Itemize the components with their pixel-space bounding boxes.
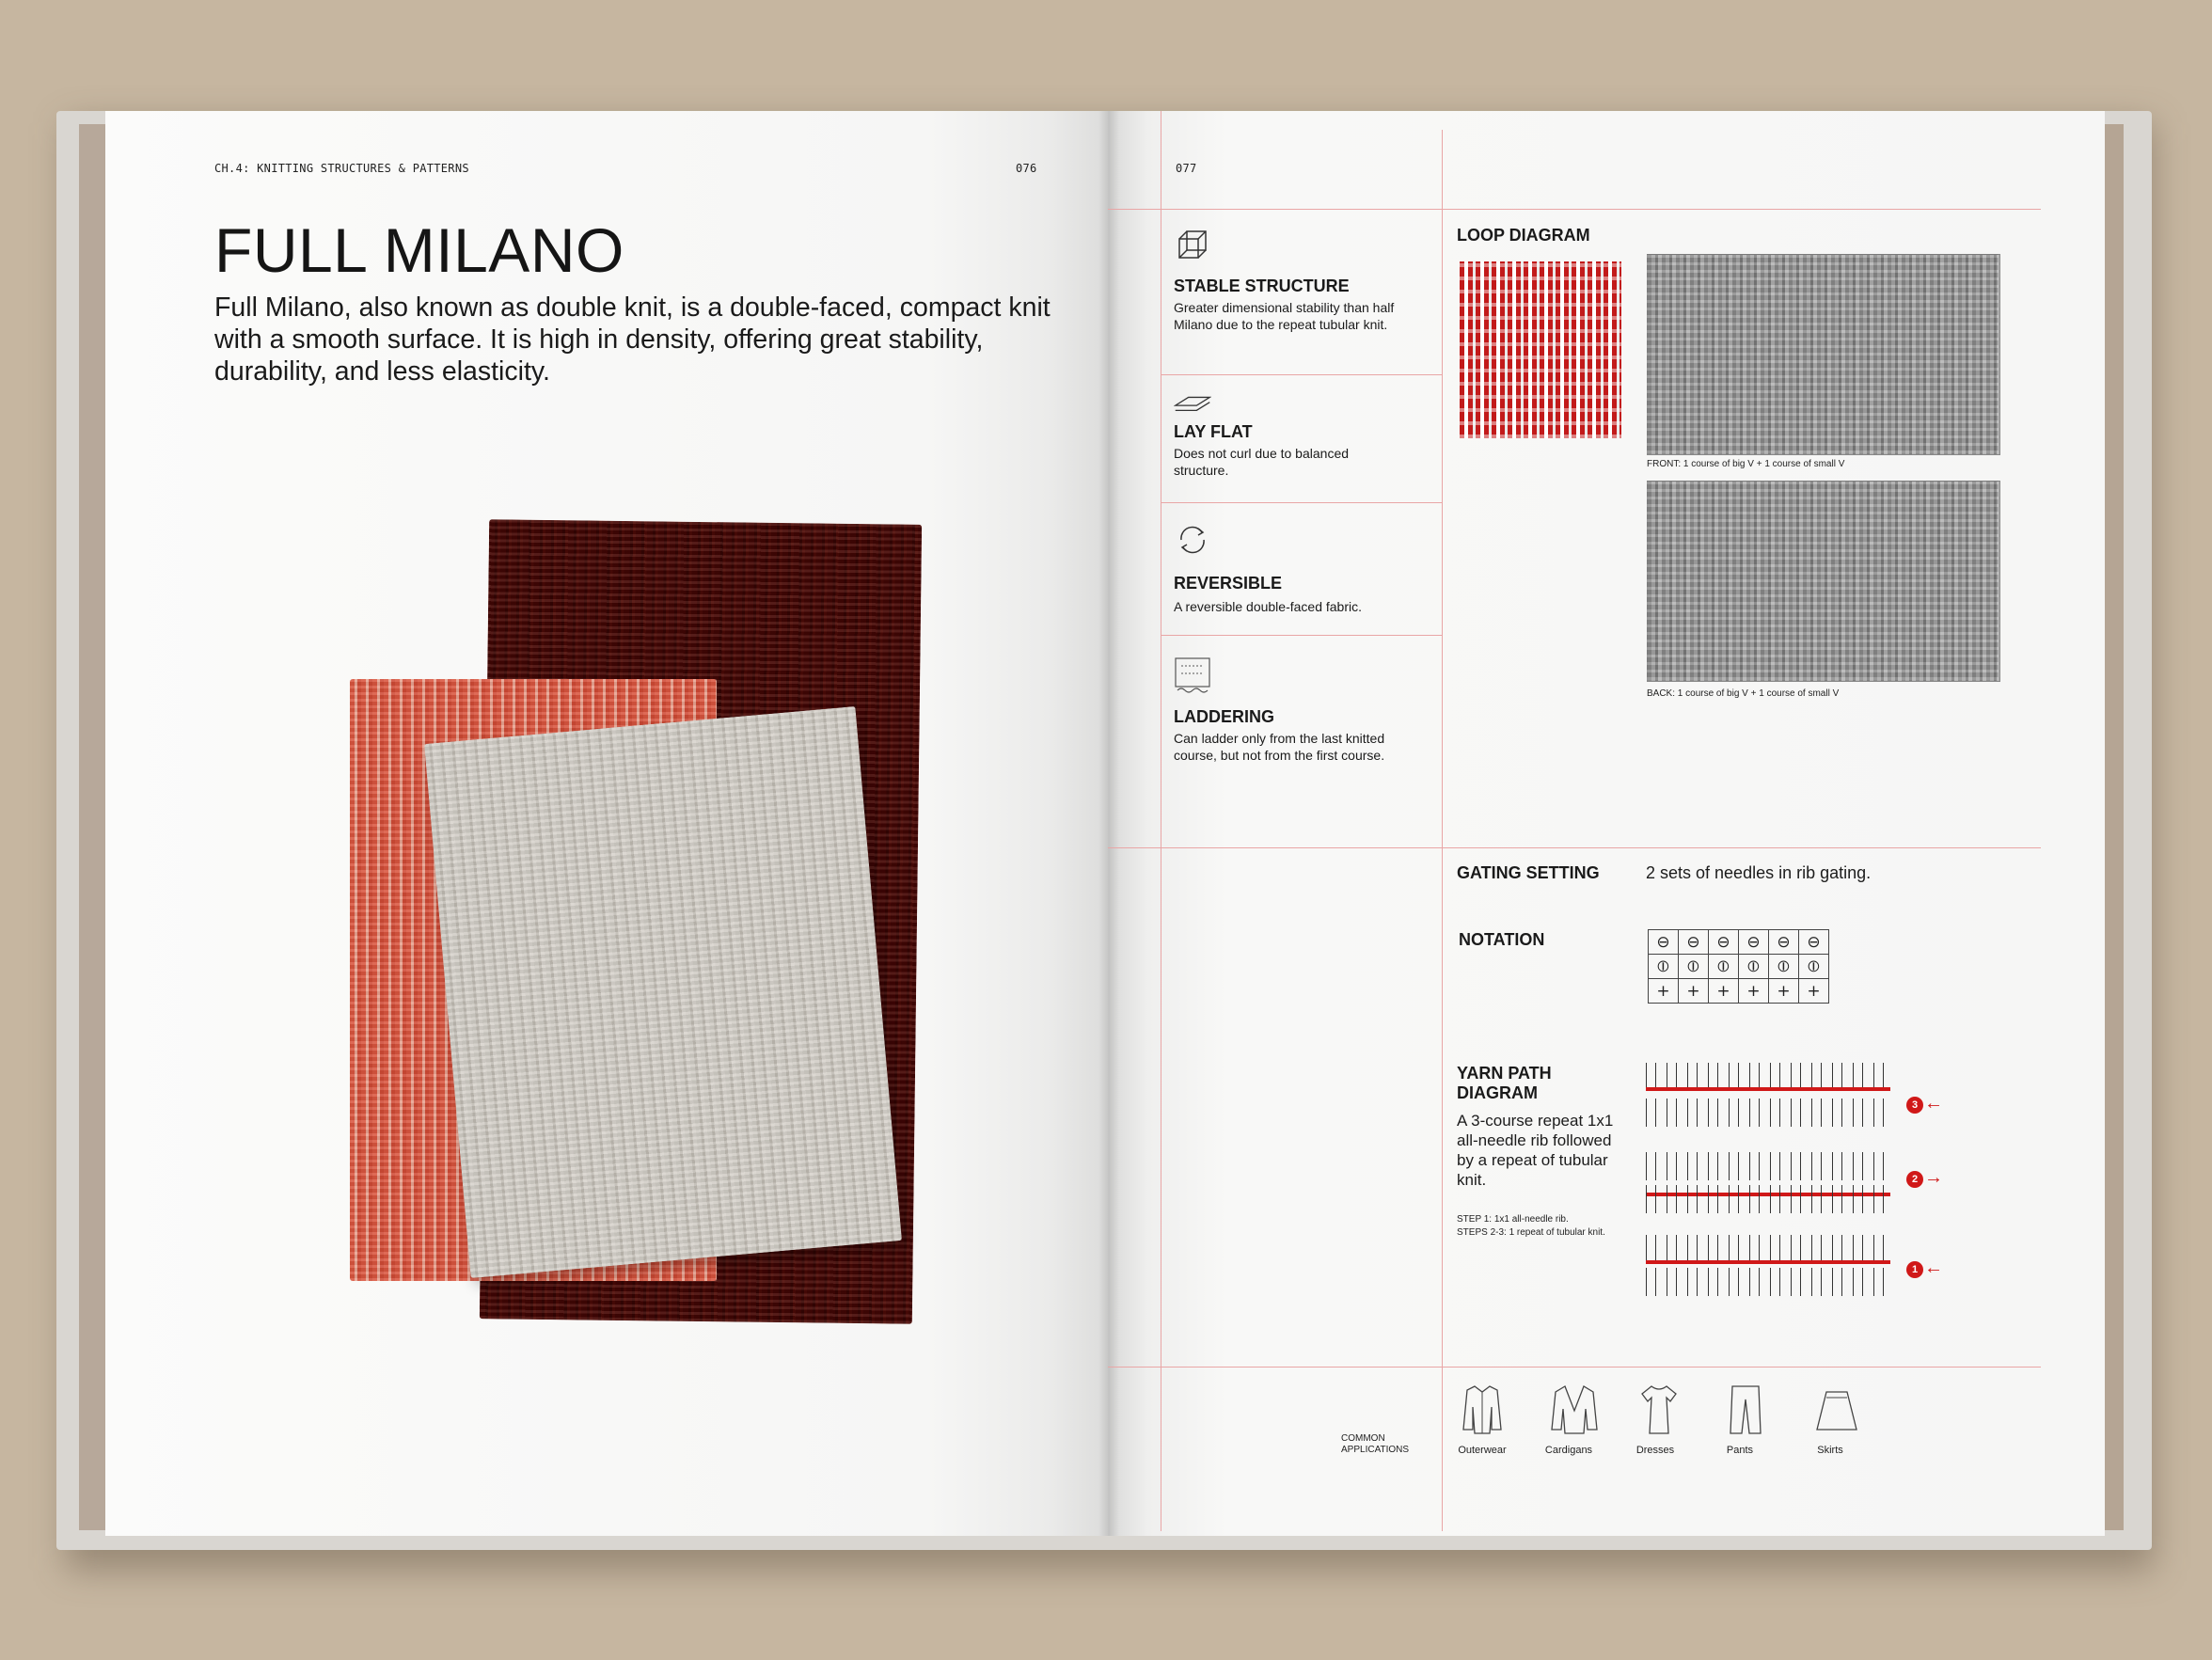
app-label-dresses: Dresses xyxy=(1635,1445,1675,1456)
front-caption: FRONT: 1 course of big V + 1 course of small V xyxy=(1647,459,1845,469)
feature-desc: Greater dimensional stability than half Milano due to the repeat tubular knit. xyxy=(1174,300,1395,332)
notation-cell: ⦶ xyxy=(1799,955,1829,979)
gating-value: 2 sets of needles in rib gating. xyxy=(1646,863,1872,882)
yarn-path-line xyxy=(1646,1087,1890,1091)
notation-cell: + xyxy=(1799,979,1829,1004)
yarn-step2: STEPS 2-3: 1 repeat of tubular knit. xyxy=(1457,1227,1605,1238)
grid-line xyxy=(1161,635,1443,636)
notation-cell: ⊖ xyxy=(1739,930,1769,955)
grid-line xyxy=(1108,1367,2041,1368)
step-badge-3: 3 xyxy=(1906,1097,1923,1114)
pants-icon xyxy=(1727,1383,1764,1435)
feature-desc: A reversible double-faced fabric. xyxy=(1174,599,1362,614)
loop-diagram-overlay xyxy=(1460,261,1621,438)
notation-cell: + xyxy=(1679,979,1709,1004)
right-page-number: 077 xyxy=(1176,162,1197,175)
notation-cell: ⦶ xyxy=(1679,955,1709,979)
ladder-icon xyxy=(1174,656,1211,694)
notation-cell: ⊖ xyxy=(1769,930,1799,955)
back-fabric-texture xyxy=(1647,481,1999,680)
yarn-row xyxy=(1646,1099,1890,1127)
notation-cell: ⦶ xyxy=(1649,955,1679,979)
left-page-number: 076 xyxy=(1016,162,1037,175)
feature-desc: Can ladder only from the last knitted course, but not from the first course. xyxy=(1174,731,1385,763)
step-badge-1: 1 xyxy=(1906,1261,1923,1278)
notation-grid xyxy=(1648,929,1829,1004)
grid-line xyxy=(1161,374,1443,375)
grid-line xyxy=(1442,130,1443,1531)
notation-label: NOTATION xyxy=(1459,930,1545,949)
yarn-row xyxy=(1646,1268,1890,1296)
yarn-row xyxy=(1646,1152,1890,1180)
notation-cell: + xyxy=(1739,979,1769,1004)
reverse-cycle-icon xyxy=(1174,521,1211,559)
arrow-right-icon: → xyxy=(1924,1167,1943,1188)
yarn-path-line xyxy=(1646,1260,1890,1264)
chapter-header: CH.4: KNITTING STRUCTURES & PATTERNS xyxy=(214,162,469,175)
yarn-row xyxy=(1646,1235,1890,1263)
arrow-left-icon: ← xyxy=(1924,1093,1943,1114)
swatch-grey-texture xyxy=(424,706,902,1278)
notation-cell: ⊖ xyxy=(1679,930,1709,955)
skirt-icon xyxy=(1813,1388,1860,1435)
feature-title: STABLE STRUCTURE xyxy=(1174,277,1350,295)
notation-cell: ⦶ xyxy=(1709,955,1739,979)
notation-cell: ⦶ xyxy=(1739,955,1769,979)
app-label-skirts: Skirts xyxy=(1817,1445,1843,1456)
app-label-pants: Pants xyxy=(1726,1445,1754,1456)
front-fabric-texture xyxy=(1647,254,1999,453)
dress-icon xyxy=(1638,1383,1680,1435)
applications-label: COMMON APPLICATIONS xyxy=(1341,1433,1410,1455)
grid-line xyxy=(1108,847,2041,848)
yarn-path-desc: A 3-course repeat 1x1 all-needle rib followed by a repeat of tubular knit. xyxy=(1457,1112,1614,1189)
notation-cell: + xyxy=(1709,979,1739,1004)
notation-cell: + xyxy=(1769,979,1799,1004)
loop-diagram-label: LOOP DIAGRAM xyxy=(1457,226,1590,245)
notation-cell: + xyxy=(1649,979,1679,1004)
outerwear-icon xyxy=(1460,1383,1505,1435)
feature-title: LADDERING xyxy=(1174,707,1274,726)
back-caption: BACK: 1 course of big V + 1 course of small V xyxy=(1647,688,1840,699)
book-gutter xyxy=(1098,111,1119,1536)
grid-line xyxy=(1108,209,2041,210)
feature-title: LAY FLAT xyxy=(1174,422,1253,441)
notation-cell: ⦶ xyxy=(1769,955,1799,979)
cardigan-icon xyxy=(1548,1383,1601,1435)
arrow-left-icon: ← xyxy=(1924,1257,1943,1278)
notation-cell: ⊖ xyxy=(1709,930,1739,955)
yarn-row xyxy=(1646,1185,1890,1213)
cube-icon xyxy=(1174,228,1211,265)
feature-desc: Does not curl due to balanced structure. xyxy=(1174,446,1350,478)
step-badge-2: 2 xyxy=(1906,1171,1923,1188)
app-label-outerwear: Outerwear xyxy=(1458,1445,1507,1456)
page-title: FULL MILANO xyxy=(214,215,624,285)
intro-paragraph: Full Milano, also known as double knit, is a double-faced, compact knit with a smooth surface. It is high in density, offering great stability, durability, and less elasticity. xyxy=(214,292,1051,387)
notation-cell: ⊖ xyxy=(1649,930,1679,955)
feature-title: REVERSIBLE xyxy=(1174,574,1283,593)
notation-cell: ⊖ xyxy=(1799,930,1829,955)
app-label-cardigans: Cardigans xyxy=(1544,1445,1593,1456)
yarn-step1: STEP 1: 1x1 all-needle rib. xyxy=(1457,1214,1569,1225)
grid-line xyxy=(1161,502,1443,503)
flat-layers-icon xyxy=(1174,387,1211,425)
yarn-path-label: YARN PATH DIAGRAM xyxy=(1457,1064,1552,1102)
gating-label: GATING SETTING xyxy=(1457,863,1600,882)
book-edge-left xyxy=(79,124,107,1530)
